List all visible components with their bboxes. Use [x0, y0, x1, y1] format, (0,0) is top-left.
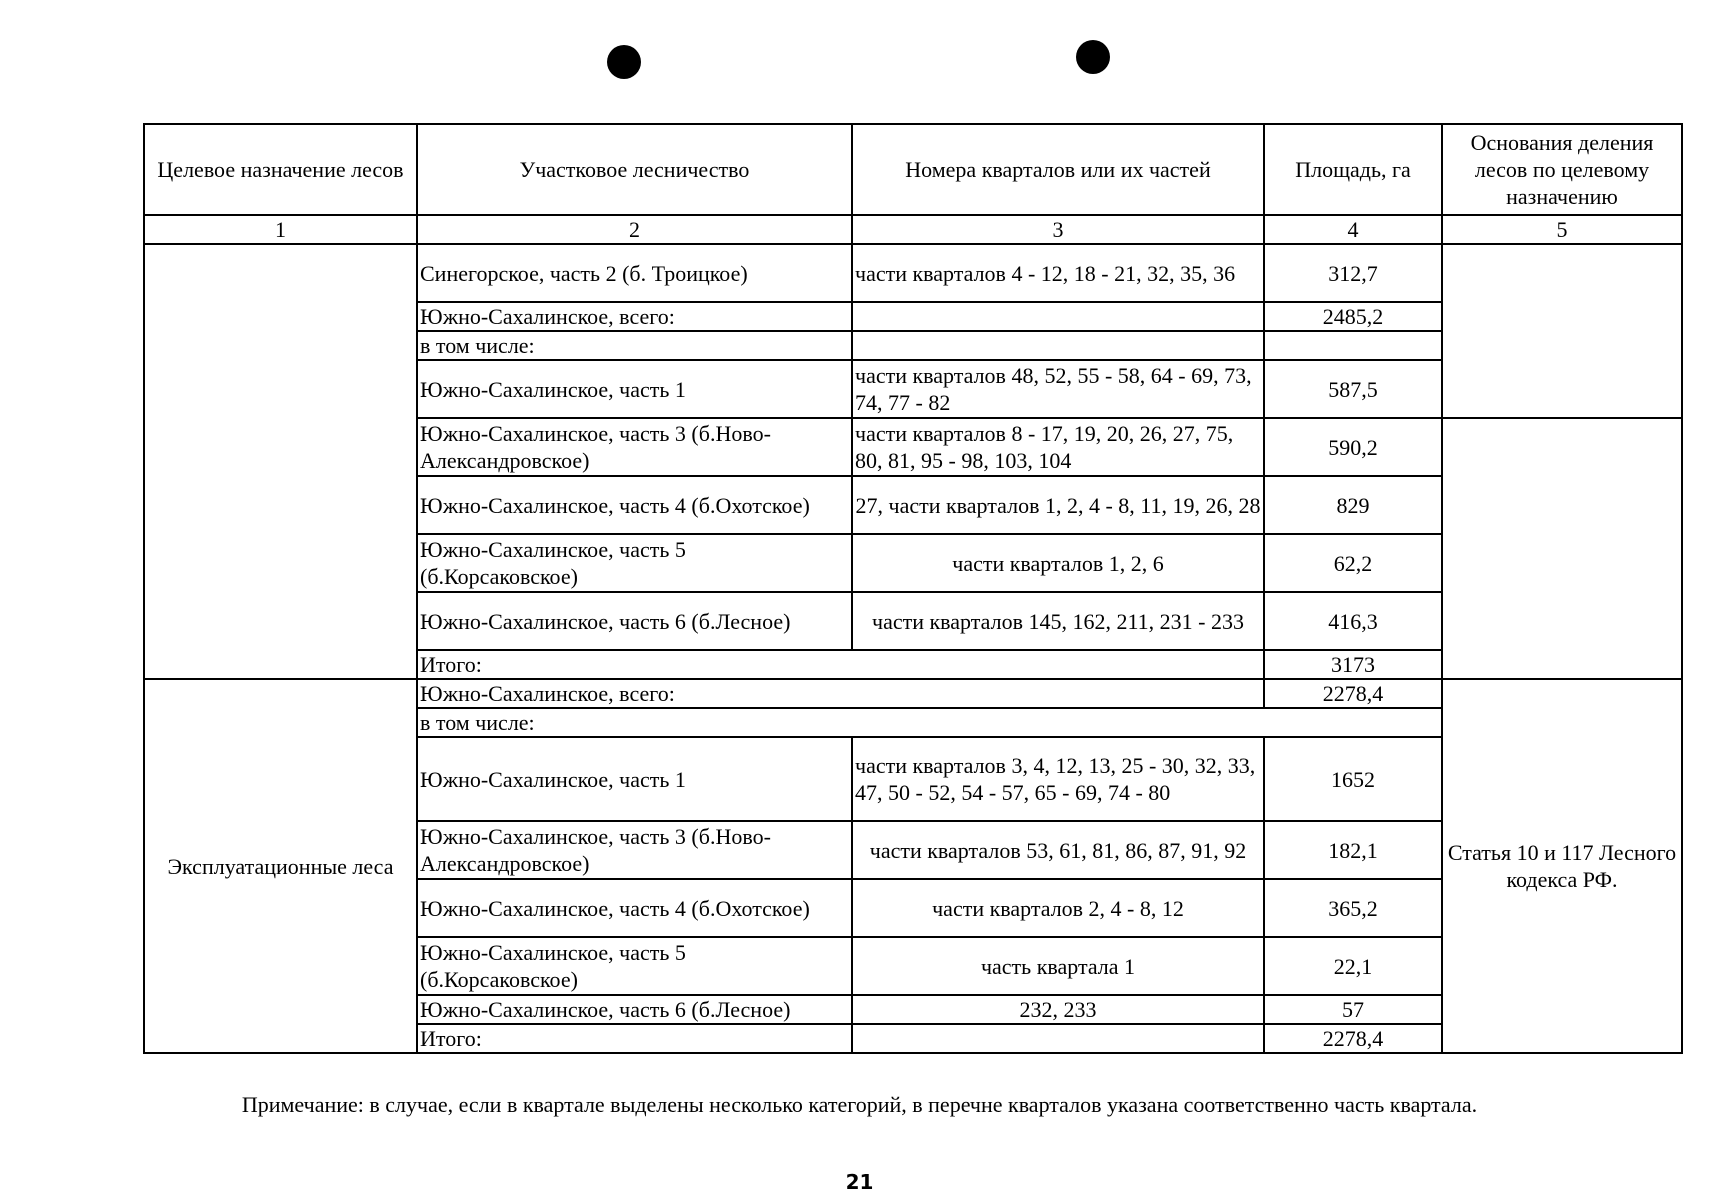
total-area: 3173	[1264, 650, 1442, 679]
forestry-cell: Южно-Сахалинское, часть 1	[417, 737, 852, 821]
forestry-cell: Южно-Сахалинское, часть 4 (б.Охотское)	[417, 879, 852, 937]
quarters-cell: 232, 233	[852, 995, 1264, 1024]
forestry-cell: Южно-Сахалинское, часть 3 (б.Ново-Александровское)	[417, 821, 852, 879]
area-cell: 62,2	[1264, 534, 1442, 592]
column-number-row	[144, 215, 1682, 244]
punch-hole-left	[607, 45, 641, 79]
total-quarters-empty	[852, 1024, 1264, 1053]
header-quarters: Номера кварталов или их частей	[852, 124, 1264, 215]
column-number: 5	[1442, 215, 1682, 244]
header-purpose: Целевое назначение лесов	[144, 124, 417, 215]
basis-cell-section-a-lower	[1442, 418, 1682, 679]
quarters-cell	[852, 331, 1264, 360]
forestry-cell: Южно-Сахалинское, всего:	[417, 679, 1264, 708]
including-label: в том числе:	[417, 708, 1442, 737]
area-cell: 829	[1264, 476, 1442, 534]
quarters-cell: часть квартала 1	[852, 937, 1264, 995]
area-cell: 416,3	[1264, 592, 1442, 650]
basis-cell-exploitation: Статья 10 и 117 Лесного кодекса РФ.	[1442, 679, 1682, 1053]
quarters-cell: части кварталов 53, 61, 81, 86, 87, 91, 92	[852, 821, 1264, 879]
column-number: 4	[1264, 215, 1442, 244]
forestry-cell: в том числе:	[417, 331, 852, 360]
forestry-cell: Южно-Сахалинское, всего:	[417, 302, 852, 331]
forestry-cell: Южно-Сахалинское, часть 6 (б.Лесное)	[417, 592, 852, 650]
quarters-cell: части кварталов 48, 52, 55 - 58, 64 - 69, 73, 74, 77 - 82	[852, 360, 1264, 418]
quarters-cell: части кварталов 1, 2, 6	[852, 534, 1264, 592]
total-area: 2278,4	[1264, 1024, 1442, 1053]
area-cell: 1652	[1264, 737, 1442, 821]
total-label: Итого:	[417, 1024, 852, 1053]
area-cell: 365,2	[1264, 879, 1442, 937]
purpose-cell-exploitation: Эксплуатационные леса	[144, 679, 417, 1053]
area-cell	[1264, 331, 1442, 360]
area-cell: 182,1	[1264, 821, 1442, 879]
column-number: 2	[417, 215, 852, 244]
quarters-cell: части кварталов 145, 162, 211, 231 - 233	[852, 592, 1264, 650]
forestry-cell: Южно-Сахалинское, часть 5 (б.Корсаковское)	[417, 937, 852, 995]
area-cell: 590,2	[1264, 418, 1442, 476]
table-row	[144, 679, 1682, 708]
area-cell: 587,5	[1264, 360, 1442, 418]
quarters-cell: 27, части кварталов 1, 2, 4 - 8, 11, 19, 26, 28	[852, 476, 1264, 534]
quarters-cell: части кварталов 4 - 12, 18 - 21, 32, 35, 36	[852, 244, 1264, 302]
purpose-cell-section-a	[144, 244, 417, 679]
quarters-cell: части кварталов 8 - 17, 19, 20, 26, 27, 75, 80, 81, 95 - 98, 103, 104	[852, 418, 1264, 476]
forest-purpose-table	[143, 123, 1683, 1054]
forestry-cell: Южно-Сахалинское, часть 1	[417, 360, 852, 418]
header-basis: Основания деления лесов по целевому назначению	[1442, 124, 1682, 215]
quarters-cell: части кварталов 2, 4 - 8, 12	[852, 879, 1264, 937]
basis-cell-section-a-upper	[1442, 244, 1682, 418]
forestry-cell: Южно-Сахалинское, часть 4 (б.Охотское)	[417, 476, 852, 534]
header-area: Площадь, га	[1264, 124, 1442, 215]
forestry-cell: Южно-Сахалинское, часть 5 (б.Корсаковское)	[417, 534, 852, 592]
area-cell: 312,7	[1264, 244, 1442, 302]
quarters-cell: части кварталов 3, 4, 12, 13, 25 - 30, 32, 33, 47, 50 - 52, 54 - 57, 65 - 69, 74 - 80	[852, 737, 1264, 821]
forestry-cell: Синегорское, часть 2 (б. Троицкое)	[417, 244, 852, 302]
header-forestry: Участковое лесничество	[417, 124, 852, 215]
page-number: 21	[845, 1170, 874, 1194]
area-cell: 57	[1264, 995, 1442, 1024]
total-label: Итого:	[417, 650, 1264, 679]
column-number: 1	[144, 215, 417, 244]
punch-hole-right	[1076, 40, 1110, 74]
table-row	[144, 244, 1682, 302]
area-cell: 2485,2	[1264, 302, 1442, 331]
quarters-cell	[852, 302, 1264, 331]
header-row	[144, 124, 1682, 215]
area-cell: 2278,4	[1264, 679, 1442, 708]
forestry-cell: Южно-Сахалинское, часть 6 (б.Лесное)	[417, 995, 852, 1024]
footnote: Примечание: в случае, если в квартале выделены несколько категорий, в перечне кварталов указана соответственно часть квартала.	[241, 1092, 1478, 1117]
column-number: 3	[852, 215, 1264, 244]
forestry-cell: Южно-Сахалинское, часть 3 (б.Ново-Александровское)	[417, 418, 852, 476]
area-cell: 22,1	[1264, 937, 1442, 995]
